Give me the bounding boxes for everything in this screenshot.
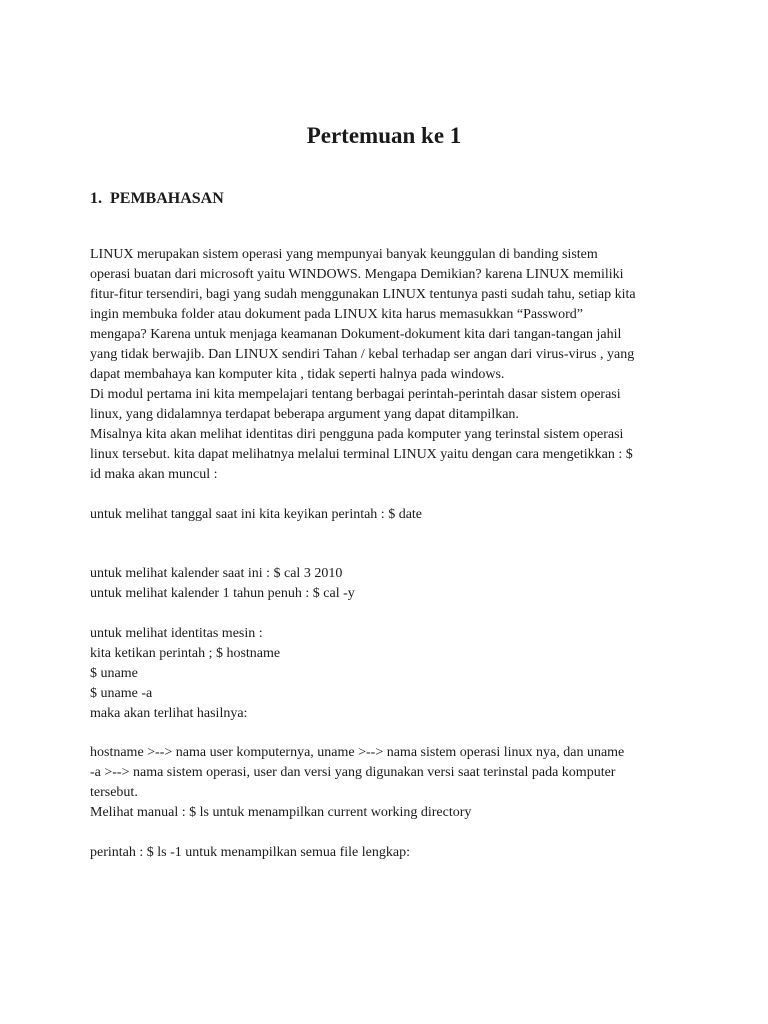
paragraph-line: LINUX merupakan sistem operasi yang mempunyai banyak keunggulan di banding sistem xyxy=(90,247,598,262)
paragraph-line: linux tersebut. kita dapat melihatnya melalui terminal LINUX yaitu dengan cara mengetikkan : $ xyxy=(90,447,633,462)
paragraph-line: Melihat manual : $ ls untuk menampilkan current working directory xyxy=(90,805,472,820)
paragraph-line: $ uname xyxy=(90,666,138,681)
paragraph-line: tersebut. xyxy=(90,785,138,800)
section-heading: 1. PEMBAHASAN xyxy=(90,190,224,207)
paragraph-line: untuk melihat tanggal saat ini kita keyikan perintah : $ date xyxy=(90,507,423,522)
paragraph-line: untuk melihat identitas mesin : xyxy=(90,626,263,641)
paragraph-line: mengapa? Karena untuk menjaga keamanan Dokument-dokument kita dari tangan-tangan jahil xyxy=(90,327,622,342)
paragraph-line: kita ketikan perintah ; $ hostname xyxy=(90,646,281,661)
paragraph-line: operasi buatan dari microsoft yaitu WINDOWS. Mengapa Demikian? karena LINUX memiliki xyxy=(90,267,624,282)
paragraph-line: linux, yang didalamnya terdapat beberapa argument yang dapat ditampilkan. xyxy=(90,407,519,422)
paragraph-line: Misalnya kita akan melihat identitas diri pengguna pada komputer yang terinstal sistem operasi xyxy=(90,427,624,442)
paragraph-line: ingin membuka folder atau dokument pada LINUX kita harus memasukkan “Password” xyxy=(90,307,583,322)
paragraph-line: id maka akan muncul : xyxy=(90,467,218,482)
paragraph-line: $ uname -a xyxy=(90,686,153,701)
paragraph-line: yang tidak berwajib. Dan LINUX sendiri Tahan / kebal terhadap ser angan dari virus-virus , yang xyxy=(90,347,635,362)
page-title: Pertemuan ke 1 xyxy=(306,123,462,148)
paragraph-line: maka akan terlihat hasilnya: xyxy=(90,706,248,721)
paragraph-line: perintah : $ ls -1 untuk menampilkan semua file lengkap: xyxy=(90,845,410,860)
paragraph-line: untuk melihat kalender 1 tahun penuh : $ cal -y xyxy=(90,586,355,601)
paragraph-line: Di modul pertama ini kita mempelajari tentang berbagai perintah-perintah dasar sistem operasi xyxy=(90,387,621,402)
paragraph-line: dapat membahaya kan komputer kita , tidak seperti halnya pada windows. xyxy=(90,367,505,382)
paragraph-line: -a >--> nama sistem operasi, user dan versi yang digunakan versi saat terinstal pada komputer xyxy=(90,765,616,780)
paragraph-line: hostname >--> nama user komputernya, uname >--> nama sistem operasi linux nya, dan uname xyxy=(90,745,625,760)
paragraph-line: fitur-fitur tersendiri, bagi yang sudah menggunakan LINUX tentunya pasti sudah tahu, setiap kita xyxy=(90,287,636,302)
paragraph-line: untuk melihat kalender saat ini : $ cal 3 2010 xyxy=(90,566,343,581)
